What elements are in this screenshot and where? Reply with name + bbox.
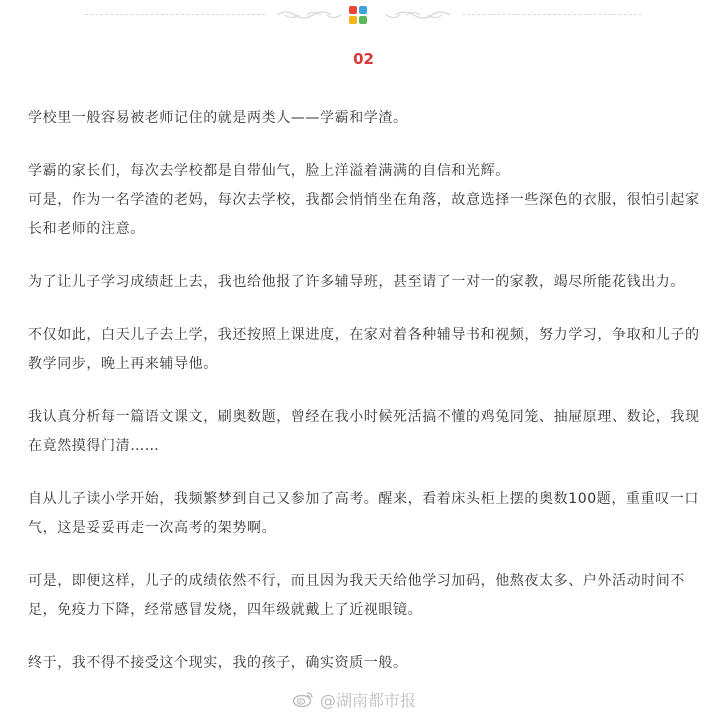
paragraph-7	[28, 567, 700, 625]
paragraph-text: 不仅如此，白天儿子去上学，我还按照上课进度，在家对着各种辅导书和视频，努力学习，争取和儿子的教学同步，晚上再来辅导他。	[28, 327, 700, 372]
paragraph-text: 自从儿子读小学开始，我频繁梦到自己又参加了高考。醒来，看着床头柜上摆的奥数100题，重重叹一口气，这是妥妥再走一次高考的架势啊。	[28, 491, 699, 536]
paragraph-text: 我认真分析每一篇语文课文，刷奥数题，曾经在我小时候死活搞不懂的鸡兔同笼、抽屉原理、数论，我现在竟然摸得门清……	[28, 409, 700, 454]
paragraph-8	[28, 649, 700, 678]
weibo-icon	[292, 690, 314, 708]
article-body	[28, 104, 700, 702]
paragraph-3	[28, 268, 700, 297]
paragraph-text: 学校里一般容易被老师记住的就是两类人——学霸和学渣。	[28, 110, 408, 126]
paragraph-text: 可是，作为一名学渣的老妈，每次去学校，我都会悄悄坐在角落，故意选择一些深色的衣服，很怕引起家长和老师的注意。	[28, 192, 700, 237]
weibo-watermark	[292, 686, 416, 712]
paragraph-text: 学霸的家长们，每次去学校都是自带仙气，脸上洋溢着满满的自信和光辉。	[28, 163, 510, 179]
swirl-ornament-right-icon	[382, 8, 452, 22]
paragraph-4	[28, 321, 700, 379]
swirl-ornament-left-icon	[275, 8, 345, 22]
paragraph-text: 可是，即便这样，儿子的成绩依然不行，而且因为我天天给他学习加码，他熬夜太多、户外活动时间不足，免疫力下降，经常感冒发烧，四年级就戴上了近视眼镜。	[28, 573, 685, 618]
section-number: 02	[353, 50, 374, 68]
divider-line-left	[85, 14, 265, 16]
paragraph-6	[28, 485, 700, 543]
paragraph-text: 为了让儿子学习成绩赶上去，我也给他报了许多辅导班，甚至请了一对一的家教，竭尽所能花钱出力。	[28, 274, 685, 290]
paragraph-1	[28, 104, 700, 133]
paragraph-text: 终于，我不得不接受这个现实，我的孩子，确实资质一般。	[28, 655, 408, 671]
watermark-text: @湖南都市报	[320, 690, 417, 710]
divider-line-right	[462, 14, 642, 16]
four-petal-flower-icon	[347, 4, 369, 26]
paragraph-2	[28, 157, 700, 244]
paragraph-5	[28, 403, 700, 461]
